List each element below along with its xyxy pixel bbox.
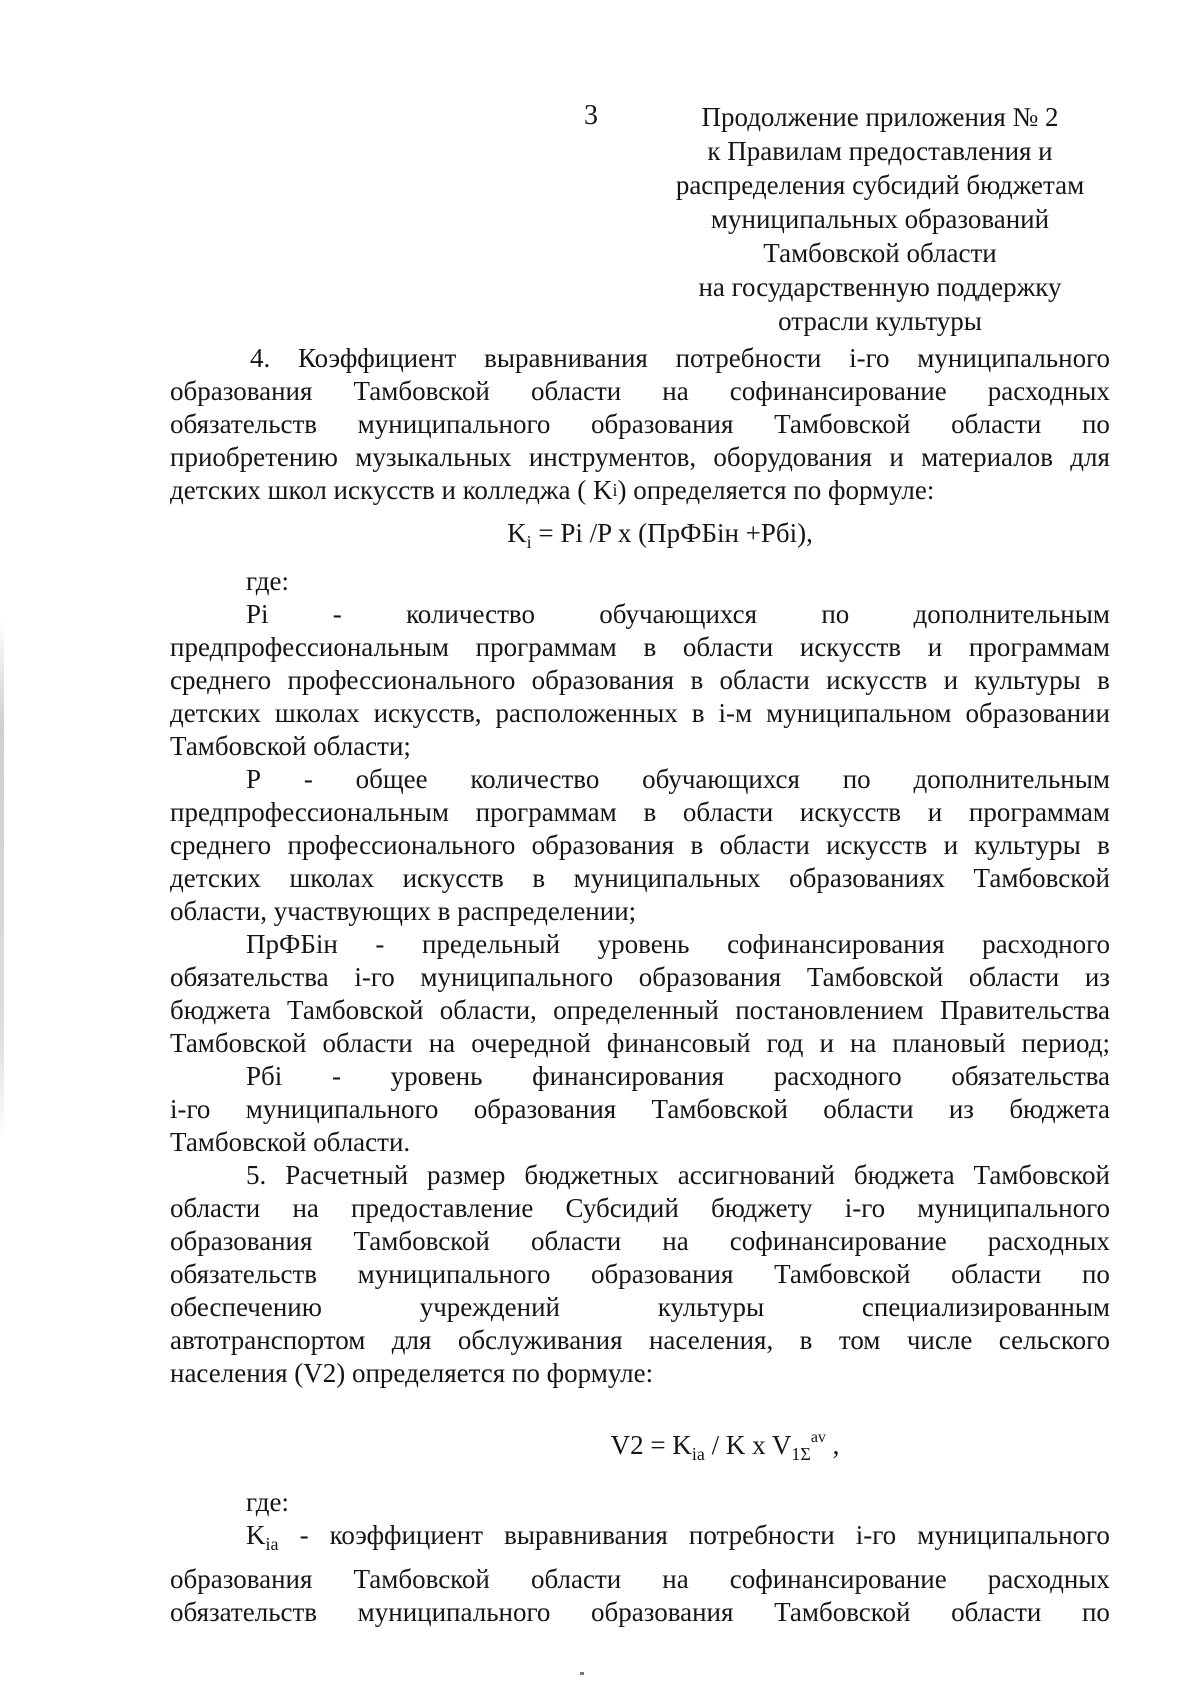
- word: образовании: [965, 698, 1110, 728]
- word: расходных: [987, 376, 1110, 406]
- formula-expression: = Pi /P x (ПрФБiн +Рбi),: [531, 518, 813, 548]
- word: инструментов,: [528, 442, 697, 472]
- formula-end: ,: [825, 1430, 840, 1460]
- word: выравнивания: [484, 343, 648, 373]
- word: Тамбовской: [287, 995, 424, 1025]
- word: среднего: [170, 665, 272, 695]
- word: год: [766, 1028, 804, 1058]
- word: искусств,: [373, 698, 482, 728]
- text-run: потребности: [688, 1520, 835, 1550]
- word: бюджета: [853, 1160, 955, 1190]
- word: i-м: [718, 698, 753, 728]
- word: и: [927, 797, 943, 827]
- word: финансовый: [606, 1028, 751, 1058]
- text-line: [170, 375, 1110, 408]
- text-line: [170, 994, 1110, 1027]
- word: муниципального: [420, 962, 614, 992]
- word: области: [682, 797, 774, 827]
- word: Тамбовской: [651, 1094, 788, 1124]
- word: предпрофессиональным: [170, 797, 449, 827]
- text-line: [170, 342, 1110, 375]
- word: по: [1081, 409, 1110, 439]
- text-run: $K_{ia}$: [246, 1520, 279, 1554]
- word: области: [530, 1226, 622, 1256]
- word: уровень: [390, 1061, 483, 1091]
- word: Коэффициент: [298, 343, 457, 373]
- word: образования: [170, 1564, 313, 1594]
- word: населения,: [648, 1325, 774, 1355]
- word: области: [530, 1564, 622, 1594]
- word: бюджету: [711, 1193, 813, 1223]
- word: на: [662, 1564, 689, 1594]
- text-run: детских школ искусств и колледжа ( K: [170, 475, 613, 505]
- word: профессионального: [287, 830, 516, 860]
- word: образования: [531, 830, 675, 860]
- paragraph-4: [170, 342, 1110, 507]
- word: программам: [475, 797, 617, 827]
- word: бюджета: [170, 995, 271, 1025]
- word: программам: [475, 632, 617, 662]
- word: культуры: [974, 665, 1081, 695]
- word: -: [332, 599, 342, 629]
- formula-symbol: K: [507, 518, 527, 548]
- text-run: ) определяется по формуле:: [617, 475, 935, 505]
- definition-kia: [170, 1519, 1110, 1629]
- word: искусств: [799, 797, 902, 827]
- word: -: [303, 764, 313, 794]
- word: образования: [473, 1094, 617, 1124]
- word: потребности: [675, 343, 822, 373]
- word: ассигнований: [677, 1160, 835, 1190]
- where-label: где:: [246, 1487, 289, 1517]
- word: области: [951, 409, 1042, 439]
- word: Субсидий: [565, 1193, 679, 1223]
- word: оборудования: [713, 442, 873, 472]
- header-line: на государственную поддержку: [698, 272, 1062, 302]
- text-run: -: [299, 1520, 309, 1550]
- word: 5.: [246, 1160, 267, 1190]
- word: по: [821, 599, 850, 629]
- word: искусств: [826, 665, 928, 695]
- word: том: [838, 1325, 881, 1355]
- word: культуры: [657, 1292, 765, 1322]
- header-line: муниципальных образований: [710, 204, 1050, 234]
- word: очередной: [471, 1028, 591, 1058]
- word: муниципального: [245, 1094, 439, 1124]
- word: дополнительным: [913, 599, 1110, 629]
- text-line: [170, 763, 1110, 796]
- superscript: av: [810, 1429, 826, 1446]
- word: для: [391, 1325, 432, 1355]
- word: муниципального: [917, 1193, 1110, 1223]
- word: области,: [439, 995, 537, 1025]
- word: Тамбовской: [353, 376, 490, 406]
- header-line: к Правилам предоставления и: [707, 136, 1053, 166]
- word: обязательств: [170, 1259, 318, 1289]
- word: программам: [968, 797, 1110, 827]
- word: обязательств: [170, 409, 318, 439]
- word: детских: [170, 863, 261, 893]
- word: по: [1081, 1259, 1110, 1289]
- word: Тамбовской: [774, 1597, 911, 1627]
- word: обязательства: [170, 962, 329, 992]
- word: материалов: [921, 442, 1053, 472]
- appendix-header: [640, 100, 1120, 338]
- word: расходного: [982, 929, 1110, 959]
- word: искусств: [402, 863, 504, 893]
- definition-rbi: [170, 1060, 1110, 1159]
- text-line: [170, 1291, 1110, 1324]
- word: учреждений: [419, 1292, 560, 1322]
- word: плановый: [892, 1028, 1006, 1058]
- scan-dot: [580, 1672, 584, 1675]
- word: Тамбовской: [353, 1226, 490, 1256]
- definition-p: [170, 763, 1110, 928]
- paragraph-5: [170, 1159, 1110, 1390]
- word: Правительства: [940, 995, 1110, 1025]
- word: образования: [591, 409, 734, 439]
- word: бюджета: [1009, 1094, 1110, 1124]
- word: i-го: [354, 962, 395, 992]
- header-line: Продолжение приложения № 2: [701, 102, 1059, 132]
- header-line: отрасли культуры: [778, 306, 982, 336]
- word: на: [662, 1226, 689, 1256]
- word: период;: [1021, 1028, 1110, 1058]
- word: образования: [591, 1597, 734, 1627]
- word: Тамбовской: [170, 1028, 307, 1058]
- subscript: i: [526, 532, 532, 552]
- word: обязательств: [170, 1597, 318, 1627]
- word: в: [643, 632, 657, 662]
- text-line: [170, 1225, 1110, 1258]
- word: искусств: [826, 830, 928, 860]
- text-run: муниципального: [917, 1520, 1110, 1550]
- text-line: [170, 961, 1110, 994]
- word: образования: [638, 962, 782, 992]
- text-line: [170, 474, 1110, 507]
- word: и: [889, 442, 904, 472]
- word: количество: [470, 764, 600, 794]
- text-line: [170, 1060, 1110, 1093]
- word: Тамбовской: [353, 1564, 490, 1594]
- text-line: [170, 1324, 1110, 1357]
- text-run: выравнивания: [504, 1520, 668, 1550]
- word: на: [428, 1028, 456, 1058]
- word: предпрофессиональным: [170, 632, 449, 662]
- word: приобретению: [170, 442, 338, 472]
- word: специализированным: [861, 1292, 1110, 1322]
- page-number: 3: [584, 100, 598, 131]
- word: софинансирование: [729, 1564, 947, 1594]
- word: обеспечению: [170, 1292, 322, 1322]
- word: из: [1084, 962, 1110, 992]
- word: обучающихся: [642, 764, 800, 794]
- word: области: [682, 632, 774, 662]
- word: области: [322, 1028, 413, 1058]
- word: размер: [427, 1160, 506, 1190]
- word: Расчетный: [285, 1160, 409, 1190]
- word: профессионального: [287, 665, 516, 695]
- word: области: [951, 1597, 1042, 1627]
- definition-prfbin: [170, 928, 1110, 1060]
- text-line: [170, 796, 1110, 829]
- document-body: [170, 342, 1110, 1629]
- word: расходных: [987, 1564, 1110, 1594]
- text-line: [170, 1192, 1110, 1225]
- word: культуры: [974, 830, 1081, 860]
- text-line: Тамбовской области;: [170, 731, 411, 761]
- text-line: [170, 829, 1110, 862]
- word: из: [948, 1094, 974, 1124]
- text-line: [170, 408, 1110, 441]
- text-line: [170, 1027, 1110, 1060]
- word: ПрФБiн: [246, 929, 338, 959]
- word: Pi: [246, 599, 269, 629]
- word: расположенных: [495, 698, 678, 728]
- word: Тамбовской: [973, 1160, 1110, 1190]
- word: 4.: [250, 343, 271, 373]
- word: и: [943, 665, 959, 695]
- word: определенный: [553, 995, 719, 1025]
- word: области: [170, 1193, 261, 1223]
- subscript: 1Σ: [791, 1444, 811, 1464]
- word: автотранспортом: [170, 1325, 366, 1355]
- word: и: [943, 830, 959, 860]
- text-line: [170, 1519, 1110, 1563]
- word: области: [951, 1259, 1042, 1289]
- word: -: [331, 1061, 341, 1091]
- word: и: [819, 1028, 834, 1058]
- formula-v2: [170, 1418, 1110, 1462]
- word: муниципальном: [766, 698, 952, 728]
- word: образования: [591, 1259, 734, 1289]
- word: образования: [170, 376, 313, 406]
- text-line: [170, 664, 1110, 697]
- word: софинансирование: [729, 1226, 947, 1256]
- word: программам: [968, 632, 1110, 662]
- text-line: области, участвующих в распределении;: [170, 896, 637, 926]
- word: i-го: [170, 1094, 211, 1124]
- text-line: [170, 598, 1110, 631]
- word: обучающихся: [599, 599, 758, 629]
- text-line: населения (V2) определяется по формуле:: [170, 1358, 654, 1388]
- word: для: [1070, 442, 1110, 472]
- word: уровень: [597, 929, 690, 959]
- word: на: [292, 1193, 319, 1223]
- word: в: [1097, 830, 1110, 860]
- text-line: [170, 1093, 1110, 1126]
- word: -: [375, 929, 385, 959]
- word: финансирования: [532, 1061, 725, 1091]
- word: на: [662, 376, 689, 406]
- word: числе: [906, 1325, 973, 1355]
- scan-edge-shadow: [0, 620, 4, 1140]
- where-label: где:: [246, 566, 289, 596]
- formula-ki: [170, 513, 1110, 553]
- word: по: [1081, 1597, 1110, 1627]
- word: образованиях: [789, 863, 946, 893]
- word: школах: [289, 863, 375, 893]
- word: и: [927, 632, 943, 662]
- word: в: [690, 665, 704, 695]
- text-line: [170, 441, 1110, 474]
- text-line: [170, 697, 1110, 730]
- text-run: коэффициент: [329, 1520, 484, 1550]
- word: i-го: [844, 1193, 886, 1223]
- word: в: [690, 830, 704, 860]
- word: в: [1097, 665, 1110, 695]
- word: в: [643, 797, 657, 827]
- word: среднего: [170, 830, 272, 860]
- word: обслуживания: [457, 1325, 623, 1355]
- text-line: [170, 928, 1110, 961]
- word: муниципальных: [573, 863, 761, 893]
- text-line: [170, 1258, 1110, 1291]
- word: образования: [531, 665, 675, 695]
- word: Тамбовской: [774, 1259, 911, 1289]
- formula-lhs: V2 = K: [610, 1430, 692, 1460]
- word: образования: [170, 1226, 313, 1256]
- subscript: i: [612, 480, 618, 500]
- text-line: [170, 631, 1110, 664]
- word: обязательства: [951, 1061, 1110, 1091]
- word: Тамбовской: [806, 962, 944, 992]
- word: предоставление: [351, 1193, 534, 1223]
- word: софинансирование: [729, 376, 947, 406]
- word: на: [849, 1028, 877, 1058]
- definition-pi: [170, 598, 1110, 763]
- word: i-го: [849, 343, 890, 373]
- text-line: Тамбовской области.: [170, 1127, 411, 1157]
- word: муниципального: [917, 343, 1110, 373]
- word: P: [246, 764, 262, 794]
- text-run: i-го: [855, 1520, 897, 1550]
- word: по: [842, 764, 871, 794]
- word: предельный: [421, 929, 561, 959]
- subscript: ia: [691, 1444, 705, 1464]
- text-line: [170, 1159, 1110, 1192]
- word: бюджетных: [524, 1160, 659, 1190]
- word: в: [532, 863, 546, 893]
- word: искусств: [799, 632, 902, 662]
- text-line: [170, 1596, 1110, 1629]
- word: расходных: [987, 1226, 1110, 1256]
- word: в: [691, 698, 705, 728]
- text-line: [170, 1563, 1110, 1596]
- word: расходного: [773, 1061, 902, 1091]
- word: сельского: [998, 1325, 1110, 1355]
- word: количество: [406, 599, 535, 629]
- header-line: Тамбовской области: [763, 238, 997, 268]
- word: муниципального: [357, 1597, 551, 1627]
- word: области: [719, 665, 810, 695]
- word: музыкальных: [355, 442, 512, 472]
- word: постановлением: [735, 995, 924, 1025]
- word: общее: [355, 764, 428, 794]
- word: Рбi: [246, 1061, 283, 1091]
- header-line: распределения субсидий бюджетам: [675, 170, 1085, 200]
- word: в: [799, 1325, 813, 1355]
- word: области: [823, 1094, 914, 1124]
- word: софинансирования: [727, 929, 945, 959]
- word: Тамбовской: [774, 409, 911, 439]
- text-line: [170, 862, 1110, 895]
- word: области: [530, 376, 622, 406]
- formula-mid: / K x V: [704, 1430, 792, 1460]
- word: дополнительным: [913, 764, 1110, 794]
- word: муниципального: [357, 1259, 551, 1289]
- word: области: [719, 830, 810, 860]
- word: детских: [170, 698, 261, 728]
- word: области: [968, 962, 1060, 992]
- word: Тамбовской: [973, 863, 1110, 893]
- word: муниципального: [357, 409, 551, 439]
- word: школах: [274, 698, 360, 728]
